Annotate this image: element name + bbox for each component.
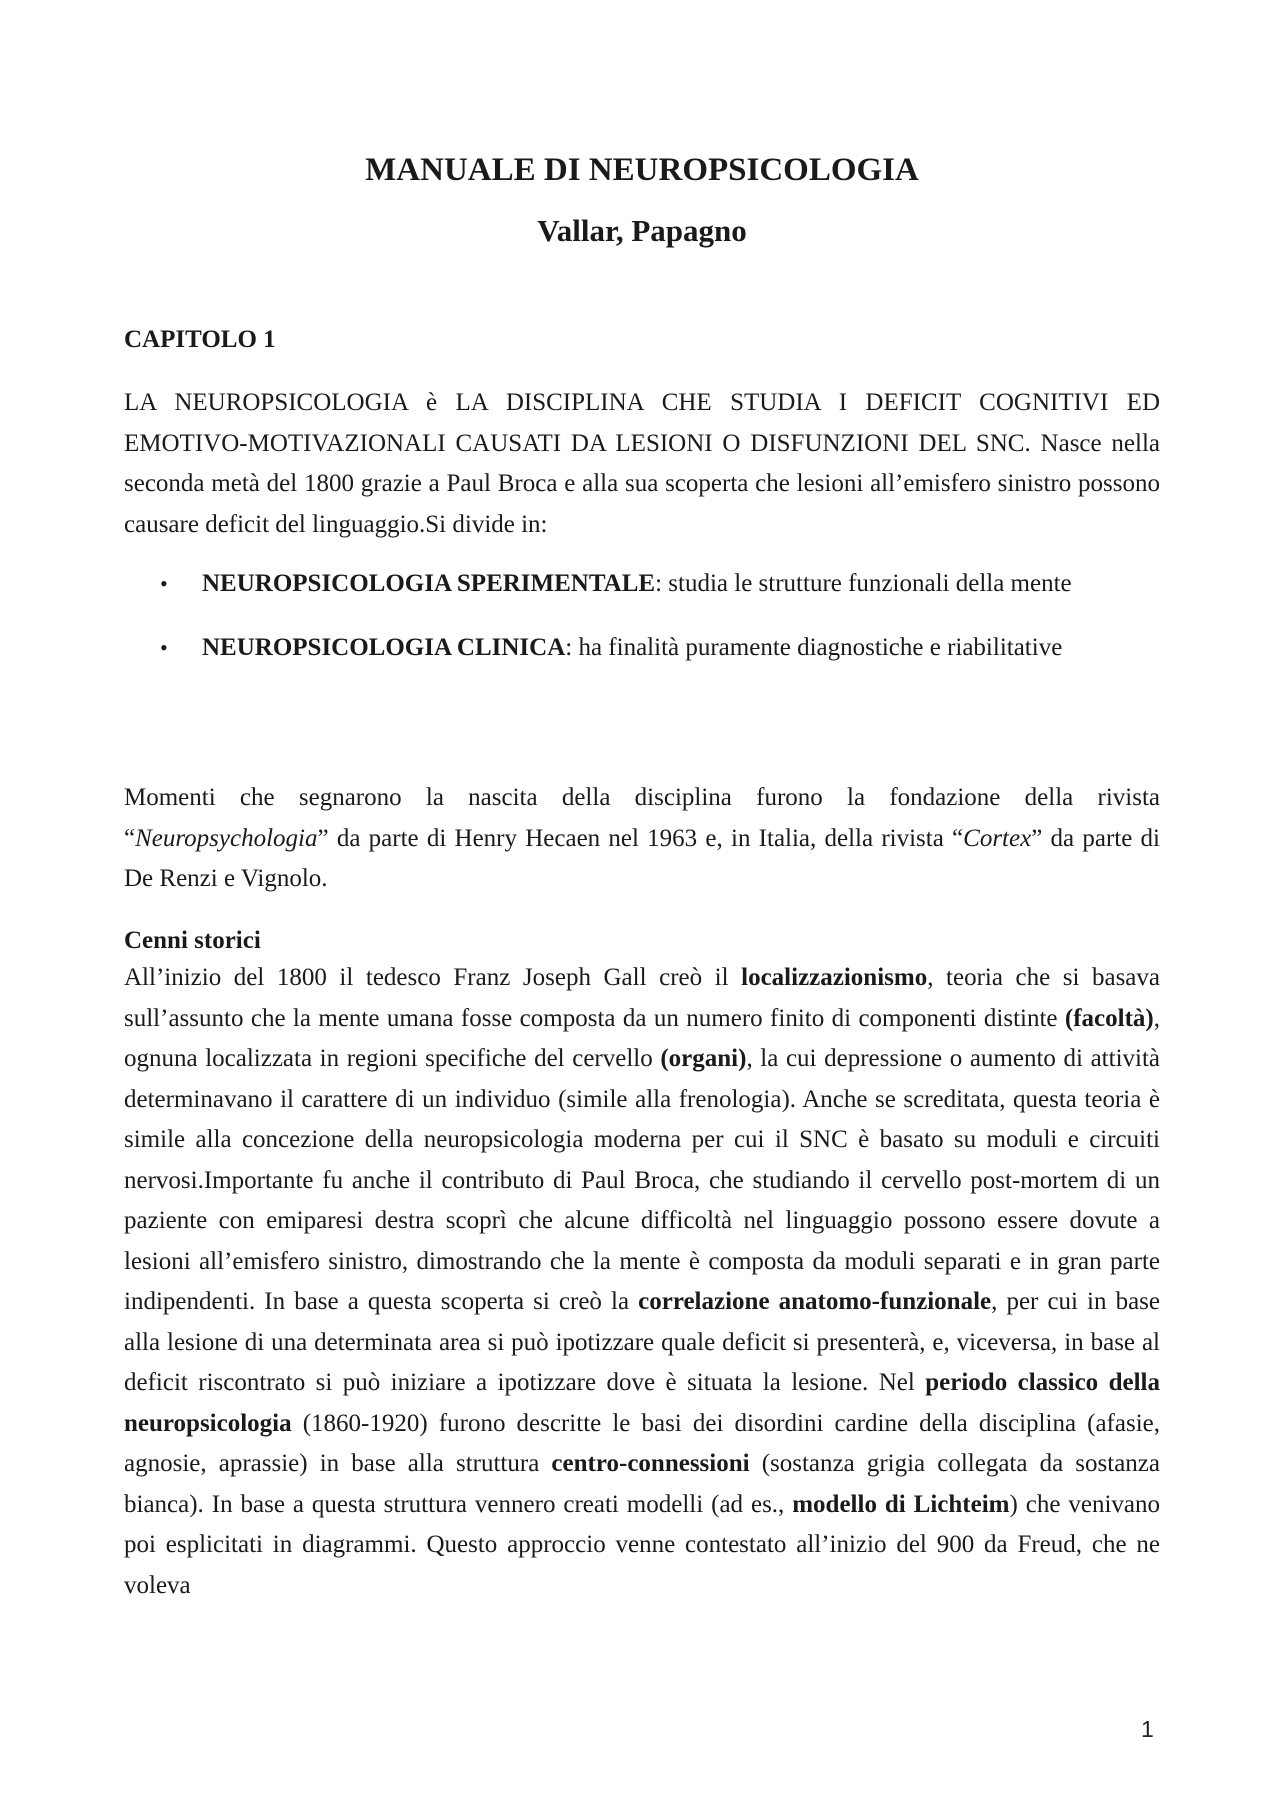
intro-paragraph: LA NEUROPSICOLOGIA è LA DISCIPLINA CHE STUDIA I DEFICIT COGNITIVI ED EMOTIVO-MOTIVAZIONALI CAUSATI DA LESIONI O DISFUNZIONI DEL SNC. Nasce nella seconda metà del 1800 grazie a Paul Broca e alla sua scoperta che lesioni all’emisfero sinistro possono causare deficit del linguaggio.Si divide in: (124, 389, 1160, 538)
list-item-term: NEUROPSICOLOGIA CLINICA (202, 634, 566, 661)
discipline-list (124, 563, 1160, 691)
history-paragraph (124, 958, 1160, 1606)
history-text: All’inizio del 1800 il tedesco Franz Joseph Gall creò il (124, 964, 742, 991)
key-term: (facoltà) (1064, 1004, 1154, 1032)
history-text: (sostanza grigia collegata da sostanza bianca). In base a questa struttura vennero creati modelli (ad es., (124, 1450, 1160, 1518)
chapter-heading: CAPITOLO 1 (124, 326, 276, 353)
history-text: , la cui depressione o aumento di attività determinavano il carattere di un individuo (simile alla frenologia). Anche se screditata, questa teoria è simile alla concezione della neuropsicologia moderna per cui il SNC è basato su moduli e circuiti nervosi.Importante fu anche il contributo di Paul Broca, che studiando il cervello post-mortem di un paziente con emiparesi destra scoprì che alcune difficoltà nel linguaggio possono essere dovute a lesioni all’emisfero sinistro, dimostrando che la mente è composta da moduli separati e in gran parte indipendenti. In base a questa scoperta si creò la (124, 1045, 1160, 1315)
document-title: MANUALE DI NEUROPSICOLOGIA (365, 152, 919, 188)
history-text: , ognuna localizzata in regioni specifiche del cervello (124, 1004, 1160, 1072)
page-number: 1 (1141, 1716, 1154, 1742)
moments-text: ” da parte di De Renzi e Vignolo. (124, 824, 1161, 892)
history-text: , per cui in base alla lesione di una determinata area si può ipotizzare quale deficit si presenterà, e, viceversa, in base al deficit riscontrato si può iniziare a ipotizzare dove è situata la lesione. Nel (124, 1288, 1160, 1396)
journal-name: Cortex (963, 824, 1032, 852)
list-item-term: NEUROPSICOLOGIA SPERIMENTALE (202, 570, 656, 597)
key-term: centro-connessioni (551, 1450, 750, 1477)
key-term: localizzazionismo (741, 964, 928, 991)
key-term: modello di Lichteim (792, 1490, 1010, 1518)
history-text: ) che venivano poi esplicitati in diagrammi. Questo approccio venne contestato all’inizio del 900 da Freud, che ne voleva (124, 1490, 1161, 1599)
moments-text: Momenti che segnarono la nascita della disciplina furono la fondazione della rivista “ (124, 784, 1160, 852)
key-term: correlazione anatomo-funzionale (638, 1288, 992, 1315)
section-heading: Cenni storici (124, 927, 261, 954)
bullet-icon: • (160, 635, 168, 660)
journal-name: Neuropsychologia (135, 824, 318, 852)
moments-paragraph (124, 778, 1160, 900)
list-item (124, 627, 1160, 668)
key-term: (organi) (660, 1045, 747, 1072)
key-term: periodo classico della neuropsicologia (124, 1369, 1161, 1437)
list-item-text: : studia le strutture funzionali della mente (655, 570, 1072, 597)
bullet-icon: • (160, 571, 168, 596)
moments-text: ” da parte di Henry Hecaen nel 1963 e, in Italia, della rivista “ (317, 824, 964, 852)
history-text: (1860-1920) furono descritte le basi dei disordini cardine della disciplina (afasie, agnosie, aprassie) in base alla struttura (124, 1409, 1160, 1477)
history-text: , teoria che si basava sull’assunto che la mente umana fosse composta da un numero finito di componenti distinte (124, 964, 1161, 1032)
list-item (124, 563, 1160, 604)
list-item-text: : ha finalità puramente diagnostiche e riabilitative (565, 634, 1063, 661)
document-authors: Vallar, Papagno (537, 213, 747, 248)
